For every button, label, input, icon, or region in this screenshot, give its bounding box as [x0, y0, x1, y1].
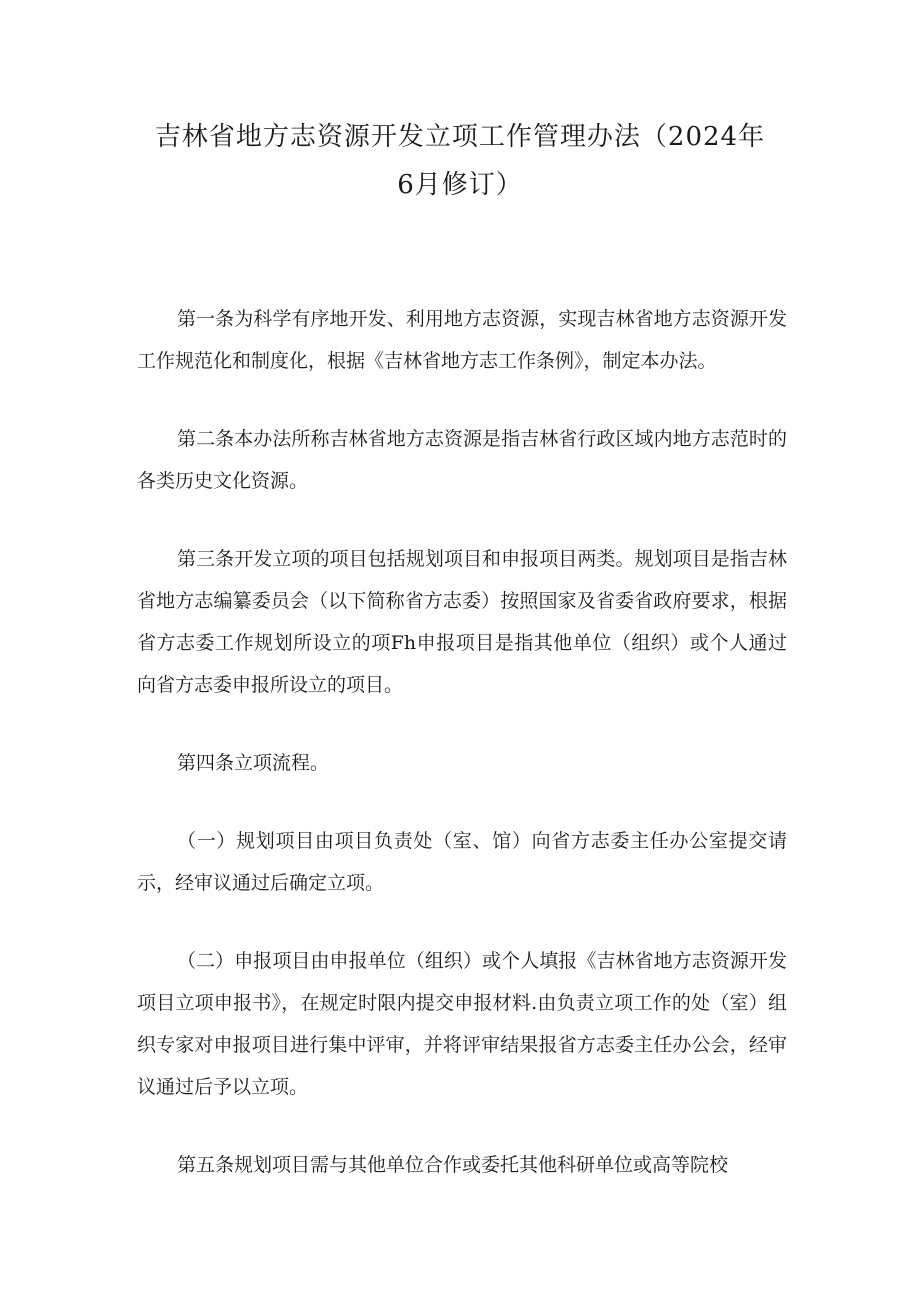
article-5-paragraph: 第五条规划项目需与其他单位合作或委托其他科研单位或高等院校 — [177, 1154, 729, 1176]
article-1-paragraph: 第一条为科学有序地开发、利用地方志资源，实现吉林省地方志资源开发工作规范化和制度化，根据《吉林省地方志工作条例》，制定本办法。 — [137, 308, 787, 372]
document-title — [150, 113, 770, 209]
article-3-paragraph: 第三条开发立项的项目包括规划项目和申报项目两类。规划项目是指吉林省地方志编纂委员会（以下简称省方志委）按照国家及省委省政府要求，根据省方志委工作规划所设立的项Fh申报项目是指其他单位（组织）或个人通过向省方志委申报所设立的项目。 — [137, 548, 787, 696]
article-2-paragraph: 第二条本办法所称吉林省地方志资源是指吉林省行政区域内地方志范时的各类历史文化资源。 — [137, 428, 787, 492]
article-4-paragraph: 第四条立项流程。 — [177, 752, 330, 774]
document-body — [137, 298, 787, 1222]
title-line-1: 吉林省地方志资源开发立项工作管理办法（2024年 — [154, 122, 766, 152]
article-4-item-2-paragraph: （二）申报项目由申报单位（组织）或个人填报《吉林省地方志资源开发项目立项申报书》，在规定时限内提交申报材料.由负责立项工作的处（室）组织专家对申报项目进行集中评审，并将评审结果报省方志委主任办公会，经审议通过后予以立项。 — [137, 950, 787, 1098]
title-line-2: 6月修订） — [397, 170, 523, 200]
article-4-item-1-paragraph: （一）规划项目由项目负责处（室、馆）向省方志委主任办公室提交请示，经审议通过后确定立项。 — [137, 830, 787, 894]
